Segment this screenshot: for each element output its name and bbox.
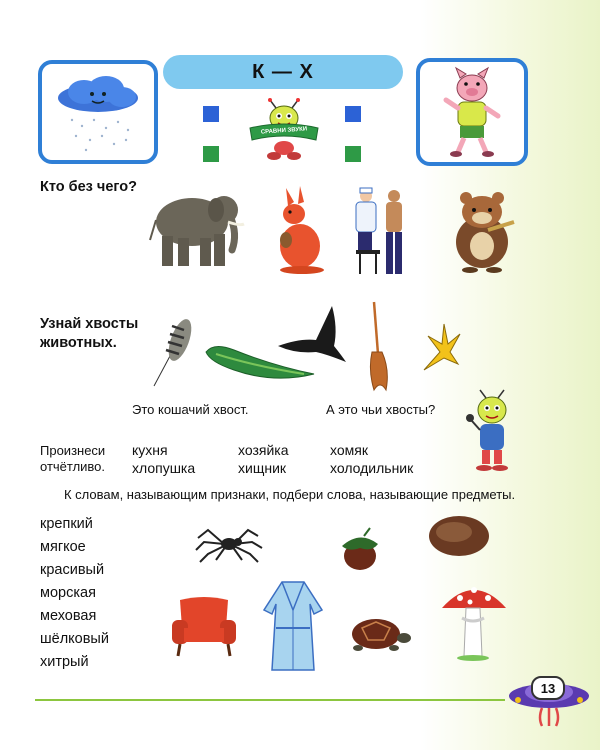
cat-tail-caption: Это кошачий хвост.	[132, 402, 249, 417]
section1-heading: Кто без чего?	[40, 179, 137, 195]
word-kholodilnik: холодильник	[330, 460, 414, 476]
adjective-list	[40, 513, 109, 674]
adjective-krepkiy: крепкий	[40, 516, 93, 532]
word-khlopushka: хлопушка	[132, 460, 196, 476]
acorn-picture	[336, 526, 384, 574]
adjective-shyolkovyy: шёлковый	[40, 631, 109, 647]
word-khishchnik: хищник	[238, 460, 287, 476]
mushroom-picture	[440, 578, 508, 662]
fur-picture	[426, 514, 492, 558]
section2-heading-line2: животных.	[40, 335, 117, 351]
pig-character-icon	[420, 62, 524, 162]
fish-tail-picture	[276, 304, 348, 364]
section2-heading-line1: Узнай хвосты	[40, 316, 139, 332]
blue-square-right	[345, 106, 361, 122]
adjective-myagkoe: мягкое	[40, 539, 86, 555]
pronounce-label	[40, 443, 105, 475]
page-title: К — Х	[163, 55, 403, 89]
turtle-icon	[344, 612, 412, 656]
section2-heading	[40, 315, 138, 353]
mascot-microphone-picture	[462, 388, 522, 472]
pig-picture-box	[416, 58, 528, 166]
footer-divider	[35, 699, 505, 701]
fox-tail-icon	[360, 300, 396, 392]
tails-question: А это чьи хвосты?	[326, 402, 436, 417]
robe-picture	[262, 580, 324, 672]
bird-tail-picture	[420, 322, 462, 374]
cloud-picture-box	[38, 60, 158, 164]
squirrel-picture	[262, 186, 332, 276]
alien-with-microphone-icon	[462, 388, 522, 472]
elephant-icon	[148, 180, 248, 274]
fly-agaric-mushroom-icon	[440, 578, 508, 662]
word-khozyaika: хозяйка	[238, 442, 289, 458]
squirrel-icon	[262, 186, 332, 276]
cat-tail-picture	[150, 316, 196, 388]
word-khomyak: хомяк	[330, 442, 368, 458]
word-column-1	[132, 441, 195, 477]
hazelnut-icon	[336, 526, 384, 574]
spider-picture	[194, 524, 264, 564]
hamster-icon	[448, 186, 520, 274]
silk-robe-icon	[262, 580, 324, 672]
adjective-krasivyy: красивый	[40, 562, 105, 578]
adjective-morskaya: морская	[40, 585, 96, 601]
spider-icon	[194, 524, 264, 564]
fish-tail-icon	[276, 304, 348, 364]
adjective-mekhovaya: меховая	[40, 608, 97, 624]
turtle-picture	[344, 612, 412, 656]
pronounce-label-line1: Произнеси	[40, 443, 106, 458]
doctor-and-patient-icon	[348, 186, 412, 278]
doctor-patient-picture	[348, 186, 412, 278]
word-kukhnya: кухня	[132, 442, 168, 458]
green-square-right	[345, 146, 361, 162]
task-instruction: К словам, называющим признаки, подбери слова, называющие предметы.	[64, 487, 516, 502]
fur-piece-icon	[426, 514, 492, 558]
word-column-2	[238, 441, 289, 477]
elephant-picture	[148, 180, 248, 274]
armchair-icon	[170, 594, 238, 658]
armchair-picture	[170, 594, 238, 658]
green-square-left	[203, 146, 219, 162]
bird-tail-icon	[420, 322, 462, 374]
rain-cloud-icon	[42, 64, 154, 160]
hamster-picture	[448, 186, 520, 274]
adjective-khitryy: хитрый	[40, 654, 89, 670]
word-column-3	[330, 441, 413, 477]
blue-square-left	[203, 106, 219, 122]
fox-tail-picture	[360, 300, 396, 392]
page-number: 13	[531, 676, 565, 700]
badge-label: СРАВНИ ЗВУКИ	[260, 126, 308, 136]
mascot-badge	[246, 98, 322, 164]
pronounce-label-line2: отчётливо.	[40, 459, 106, 474]
striped-cat-tail-icon	[150, 316, 196, 388]
